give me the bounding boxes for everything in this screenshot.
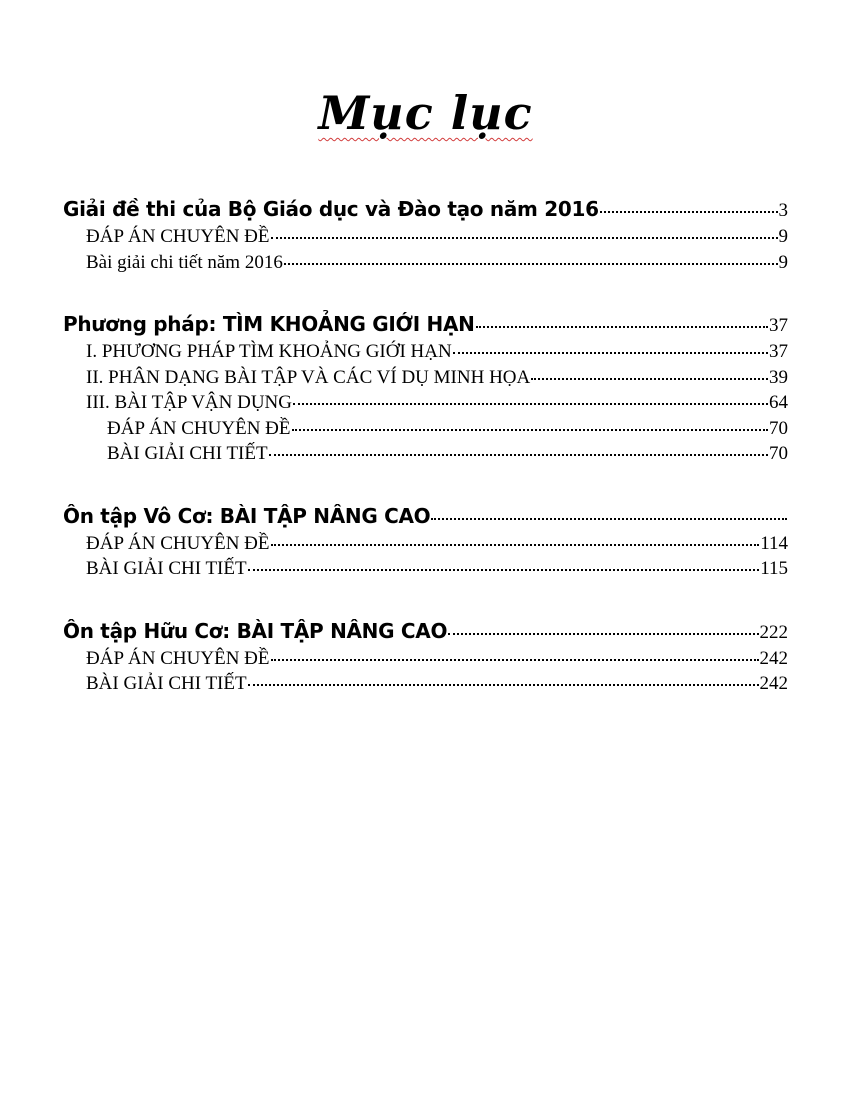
toc-page-number: 242 [759, 673, 788, 694]
toc-entry-level1[interactable] [63, 501, 788, 531]
toc-entry-level1[interactable] [63, 194, 788, 224]
toc-entry-title[interactable]: ĐÁP ÁN CHUYÊN ĐỀ [86, 532, 270, 554]
toc-entry-title[interactable]: Giải đề thi của Bộ Giáo dục và Đào tạo năm 2016 [63, 197, 599, 221]
dot-leader [292, 416, 769, 434]
toc-entry-level2[interactable] [63, 339, 788, 365]
toc-page-number: 39 [769, 366, 788, 388]
toc-entry-title[interactable]: I. PHƯƠNG PHÁP TÌM KHOẢNG GIỚI HẠN [86, 341, 452, 362]
table-of-contents [63, 194, 788, 697]
toc-entry-level2[interactable] [63, 224, 788, 250]
toc-page-number: 37 [769, 315, 788, 336]
toc-page-number: 114 [760, 532, 788, 554]
toc-page-number: 242 [759, 647, 788, 669]
toc-entry-title[interactable]: II. PHÂN DẠNG BÀI TẬP VÀ CÁC VÍ DỤ MINH HỌA [86, 366, 531, 388]
toc-section [63, 194, 788, 275]
toc-entry-level1[interactable] [63, 616, 788, 646]
toc-entry-level2[interactable] [63, 250, 788, 276]
dot-leader [271, 531, 760, 549]
toc-page-number: 9 [778, 226, 788, 247]
toc-entry-level2[interactable] [63, 671, 788, 697]
toc-entry-title[interactable]: BÀI GIẢI CHI TIẾT [107, 443, 268, 464]
toc-page-number: 64 [769, 392, 788, 413]
toc-entry-level3[interactable] [63, 416, 788, 442]
dot-leader [600, 198, 778, 216]
toc-entry-title[interactable]: Ôn tập Hữu Cơ: BÀI TẬP NÂNG CAO [63, 618, 448, 643]
dot-leader [271, 224, 778, 242]
toc-entry-title[interactable]: ĐÁP ÁN CHUYÊN ĐỀ [86, 647, 270, 669]
section-spacer [63, 467, 788, 501]
toc-entry-title[interactable]: ĐÁP ÁN CHUYÊN ĐỀ [86, 226, 270, 247]
toc-entry-level2[interactable] [63, 531, 788, 557]
section-spacer [63, 582, 788, 616]
toc-page-number: 115 [760, 558, 788, 579]
toc-entry-title[interactable]: Bài giải chi tiết năm 2016 [86, 251, 283, 273]
toc-entry-level2[interactable] [63, 390, 788, 416]
dot-leader [448, 620, 758, 638]
toc-entry-title[interactable]: BÀI GIẢI CHI TIẾT [86, 558, 247, 579]
dot-leader [476, 313, 768, 331]
dot-leader [248, 556, 760, 574]
toc-page-number: 9 [778, 251, 788, 273]
toc-page-number: 70 [769, 417, 788, 439]
toc-entry-title[interactable]: III. BÀI TẬP VẬN DỤNG [86, 392, 293, 413]
dot-leader [431, 505, 787, 523]
toc-section [63, 501, 788, 582]
dot-leader [248, 671, 759, 689]
toc-title: Mục lục [318, 86, 533, 140]
toc-entry-title[interactable]: BÀI GIẢI CHI TIẾT [86, 673, 247, 694]
toc-page-number: 37 [769, 341, 788, 362]
toc-entry-title[interactable]: Phương pháp: TÌM KHOẢNG GIỚI HẠN [63, 312, 475, 336]
toc-entry-title[interactable]: ĐÁP ÁN CHUYÊN ĐỀ [107, 417, 291, 439]
dot-leader [269, 441, 768, 459]
toc-section [63, 309, 788, 467]
dot-leader [453, 339, 768, 357]
dot-leader [284, 250, 778, 268]
toc-section [63, 616, 788, 697]
dot-leader [293, 390, 768, 408]
toc-page-number: 70 [769, 443, 788, 464]
toc-entry-level2[interactable] [63, 556, 788, 582]
toc-entry-level3[interactable] [63, 441, 788, 467]
dot-leader [271, 646, 759, 664]
toc-entry-title[interactable]: Ôn tập Vô Cơ: BÀI TẬP NÂNG CAO [63, 503, 431, 528]
toc-entry-level2[interactable] [63, 646, 788, 672]
toc-page-number: 3 [778, 200, 788, 221]
toc-entry-level2[interactable] [63, 365, 788, 391]
section-spacer [63, 275, 788, 309]
dot-leader [531, 365, 768, 383]
toc-page-number: 222 [759, 621, 788, 643]
toc-entry-level1[interactable] [63, 309, 788, 339]
